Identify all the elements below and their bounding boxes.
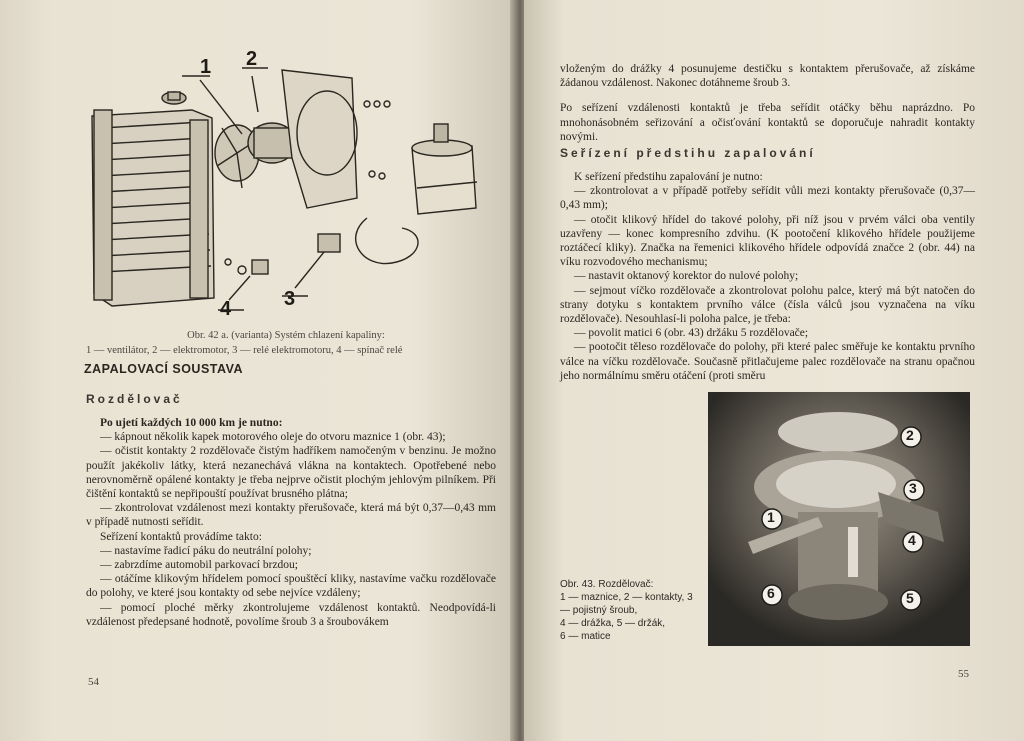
paragraph: Po seřízení vzdálenosti kontaktů je třeba seřídit otáčky běhu naprázdno. Po mnohonásobném seřizování a očisťování kontaktů se doporučuje nahradit kontakty novými. <box>560 102 975 143</box>
paragraph: — povolit matici 6 (obr. 43) držáku 5 rozdělovače; <box>574 327 809 340</box>
paragraph: — nastavíme řadicí páku do neutrální polohy; <box>100 544 312 557</box>
right-body-text <box>560 170 975 383</box>
page-number-right: 55 <box>958 668 969 680</box>
paragraph: — zabrzdíme automobil parkovací brzdou; <box>100 559 298 572</box>
figure-42a-caption <box>86 328 486 358</box>
photo-callout-6: 6 <box>767 585 775 601</box>
page-number-left: 54 <box>88 676 99 688</box>
photo-callout-3: 3 <box>909 480 917 496</box>
caption-line: 1 — ventilátor, 2 — elektromotor, 3 — relé elektromotoru, 4 — spínač relé <box>86 345 403 356</box>
caption-line: 1 — maznice, 2 — kontakty, 3 — pojistný šroub, <box>560 592 693 616</box>
caption-line: 4 — drážka, 5 — držák, <box>560 618 666 629</box>
paragraph: — sejmout víčko rozdělovače a zkontrolovat polohu palce, který má být natočen do strany dotyku s kontaktem prvního válce (čísla válců jsou vyznačena na víku rozdělovače). Nesouhlasí-li poloha palce, je třeba: <box>560 284 975 326</box>
figure-callout-4: 4 <box>220 298 232 320</box>
paragraph: — očistit kontakty 2 rozdělovače čistým hadříkem namočeným v benzinu. Je možno použít jakékoliv látky, která nezanechává vlákna na kontaktech. Opotřebené nebo nerovnoměrně opálené kontakty je třeba nejprve očistit plochým jehlovým pilníkem. Při čištění kontaktů se nepřipouští používat brusného plátna; <box>86 445 496 501</box>
paragraph: — pomocí ploché měrky zkontrolujeme vzdálenost kontaktů. Neodpovídá-li vzdálenost předepsané hodnotě, povolíme šroub 3 a šroubovákem <box>86 601 496 628</box>
paragraph: — otáčíme klikovým hřídelem pomocí spouštěcí kliky, nastavíme vačku rozdělovače do polohy, ve které jsou kontakty od sebe nejvíce vzdáleny; <box>86 573 496 600</box>
figure-43-caption <box>560 578 700 643</box>
paragraph: K seřízení předstihu zapalování je nutno: <box>574 171 763 183</box>
cooling-system-illustration <box>82 48 492 320</box>
photo-callout-1: 1 <box>767 509 775 525</box>
subsection-title: Rozdělovač <box>86 392 183 406</box>
paragraph: — nastavit oktanový korektor do nulové polohy; <box>574 270 799 283</box>
paragraph: — zkontrolovat a v případě potřeby seřídit vůli mezi kontakty přerušovače (0,37—0,43 mm); <box>560 185 975 212</box>
caption-line: 6 — matice <box>560 631 611 642</box>
figure-callout-2: 2 <box>246 48 258 70</box>
paragraph: — kápnout několik kapek motorového oleje do otvoru maznice 1 (obr. 43); <box>100 431 446 444</box>
section-title: ZAPALOVACÍ SOUSTAVA <box>84 362 244 376</box>
subsection-title: Seřízení předstihu zapalování <box>560 146 816 160</box>
paragraph: Po ujetí každých 10 000 km je nutno: <box>100 417 283 429</box>
photo-callout-4: 4 <box>908 532 916 548</box>
left-body-text <box>86 416 496 629</box>
caption-line: Obr. 43. Rozdělovač: <box>560 579 654 590</box>
caption-line: Obr. 42 a. (varianta) Systém chlazení kapaliny: <box>187 330 385 341</box>
paragraph: Seřízení kontaktů provádíme takto: <box>100 530 262 543</box>
paragraph: — otočit klikový hřídel do takové polohy, při níž jsou v prvém válci oba ventily uzavřeny — konec kompresního zdvihu. (K pootočení klikového hřídele použijeme roztáčecí kliky). Značka na řemenici klikového hřídele odpovídá značce 2 (obr. 44) na víku rozvodového mechanismu; <box>560 213 975 269</box>
paragraph: — pootočit těleso rozdělovače do polohy, při které palec směřuje ke kontaktu prvního válce na víčku rozdělovače. Současně přitlačujeme palec rozdělovače na stranu opačnou jeho normálnímu směru otáčení (proti směru <box>560 341 975 382</box>
figure-callout-3: 3 <box>284 288 296 310</box>
photo-callout-2: 2 <box>906 427 914 443</box>
photo-callout-circles <box>708 392 970 646</box>
paragraph: — zkontrolovat vzdálenost mezi kontakty přerušovače, která má být 0,37—0,43 mm v případě nutnosti seřídit. <box>86 502 496 529</box>
figure-callout-1: 1 <box>200 56 212 78</box>
paragraph: vloženým do drážky 4 posunujeme destičku s kontaktem přerušovače, až získáme žádanou vzdálenost. Nakonec dotáhneme šroub 3. <box>560 62 975 89</box>
right-top-text <box>560 50 975 156</box>
photo-callout-5: 5 <box>906 590 914 606</box>
